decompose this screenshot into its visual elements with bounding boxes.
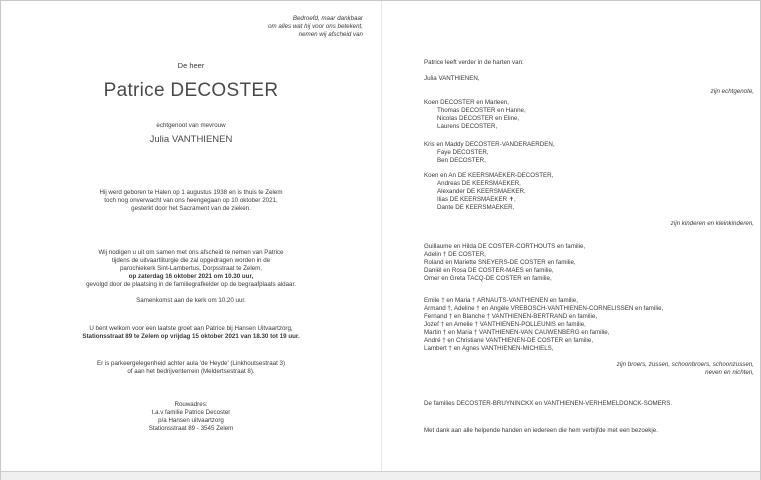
text-line: Stationsstraat 89 te Zelem op vrijdag 15 oktober 2021 van 18.30 tot 19 uur.	[82, 333, 300, 340]
family-line: Nicolas DECOSTER en Eline,	[437, 115, 520, 122]
sibling-line: Daniël en Rosa DE COSTER-MAES en familie,	[424, 267, 554, 274]
quote-line: om alles wat hij voor ons betekent,	[268, 23, 363, 30]
family-line: Laurens DECOSTER,	[437, 123, 498, 130]
left-page	[1, 1, 381, 479]
funeral-date: op zaterdag 16 oktober 2021 om 10.30 uur,	[128, 273, 254, 280]
sibling-line: Guillaume en Hilda DE COSTER-CORTHOUTS en familie,	[424, 243, 586, 250]
bottom-edge	[1, 471, 760, 480]
role-line: zijn broers, zussen, schoonbroers, schoonzussen,	[616, 361, 754, 368]
family-line: Faye DECOSTER,	[437, 149, 489, 156]
farewell-visit	[1, 325, 381, 341]
sibling-line: Armand †, Adeline † en Angèle VREBOSCH-VANTHIENEN-CORNELISSEN en familie,	[424, 305, 664, 312]
address-line: p/a Hansen uitvaartzorg	[158, 417, 224, 424]
survivors-intro: Patrice leeft verder in de harten van:	[424, 59, 524, 66]
birth-death-text	[1, 189, 381, 213]
siblings-role	[532, 361, 754, 377]
sibling-line: Omer en Greta TACQ-DE COSTER en familie,	[424, 275, 552, 282]
text-line: gevolgd door de plaatsing in de familiegrafkelder op de begraafplaats aldaar.	[86, 281, 296, 288]
address-title: Rouwadres:	[174, 401, 208, 408]
sibling-line: Fernand † en Blanche † VANTHIENEN-BERTRAND en familie,	[424, 313, 598, 320]
condolence-address	[1, 401, 381, 433]
text-line: gesterkt door het Sacrament van de zieken.	[131, 205, 251, 212]
quote-line: Bedroefd, maar dankbaar	[292, 15, 363, 22]
text-line: tijdens de uitvaartliturgie die zal opgedragen worden in de	[111, 257, 271, 264]
sibling-line: Roland en Mariette SNEYERS-DE COSTER en familie,	[424, 259, 576, 266]
children-role: zijn kinderen en kleinkinderen,	[670, 220, 754, 227]
sibling-line: André † en Christiane VANTHIENEN-DE COSTER en familie,	[424, 337, 594, 344]
text-line: Wij nodigen u uit om samen met ons afscheid te nemen van Patrice	[98, 249, 284, 256]
family-line: Andreas DE KEERSMAEKER,	[437, 180, 521, 187]
siblings-group-1	[424, 243, 585, 283]
sibling-line: Jozef † en Amelie † VANTHIENEN-POLLEUNIS en familie,	[424, 321, 586, 328]
address-line: Stationsstraat 89 - 3545 Zelem	[148, 425, 234, 432]
sibling-line: Lambert † en Agnes VANTHIENEN-MICHIELS,	[424, 345, 554, 352]
spouse-line: Julia VANTHIENEN,	[424, 75, 480, 82]
family-line: Koen DECOSTER en Marleen,	[424, 99, 509, 106]
spouse-intro: echtgenoot van mevrouw	[156, 122, 226, 129]
spouse-name: Julia VANTHIENEN	[149, 134, 233, 145]
family-line: Thomas DECOSTER en Hanne,	[437, 107, 526, 114]
family-group-3	[424, 172, 553, 212]
text-line: parochiekerk Sint-Lambertus, Dorpsstraat te Zelem,	[119, 265, 263, 272]
family-line: Ben DECOSTER,	[437, 157, 486, 164]
family-line: Ilias DE KEERSMAEKER ✝,	[437, 196, 516, 203]
family-line: Alexander DE KEERSMAEKER,	[437, 188, 526, 195]
role-line: neven en nichten,	[705, 369, 754, 376]
salutation: De heer	[177, 61, 205, 70]
sibling-line: Emile † en Maria † ARNAUTS-VANTHIENEN en familie,	[424, 297, 578, 304]
opening-quote	[201, 15, 363, 39]
text-line: of aan het bedrijventerrein (Meldertsestraat 8).	[127, 368, 255, 375]
deceased-name: Patrice DECOSTER	[103, 80, 279, 101]
gathering-time: Samenkomst aan de kerk om 10.20 uur.	[136, 297, 246, 304]
address-line: t.a.v familie Patrice Decoster	[151, 409, 231, 416]
family-line: Kris en Maddy DECOSTER-VANDERAERDEN,	[424, 141, 555, 148]
spouse-role: zijn echtgenote,	[710, 88, 754, 95]
family-line: Dante DE KEERSMAEKER,	[437, 204, 515, 211]
sibling-line: Adelin † DE COSTER,	[424, 251, 486, 258]
funeral-invitation	[1, 249, 381, 289]
text-line: Er is parkeergelegenheid achter aula 'de Heyde' (Linkhoutsestraat 3)	[96, 360, 286, 367]
text-line: toch nog onverwacht van ons heengegaan op 10 oktober 2021,	[104, 197, 278, 204]
siblings-group-2	[424, 297, 663, 353]
families-line: De families DECOSTER-BRUYNINCKX en VANTHIENEN-VERHEMELDONCK-SOMERS.	[424, 400, 673, 407]
text-line: Hij werd geboren te Halen op 1 augustus 1938 en is thuis te Zelem	[99, 189, 283, 196]
quote-line: nemen wij afscheid van	[298, 31, 363, 38]
family-group-2	[424, 141, 555, 165]
family-group-1	[424, 99, 526, 131]
right-page	[381, 1, 760, 479]
thanks-line: Met dank aan alle helpende handen en iedereen die hem verbijfde met een bezoekje.	[424, 427, 658, 434]
sibling-line: Martin † en Maria † VANTHIENEN-VAN CAUWENBERG en familie,	[424, 329, 610, 336]
parking-info	[1, 360, 381, 376]
family-line: Koen en An DE KEERSMAEKER-DECOSTER,	[424, 172, 554, 179]
text-line: U bent welkom voor een laatste groet aan Patrice bij Hansen Uitvaartzorg,	[89, 325, 293, 332]
